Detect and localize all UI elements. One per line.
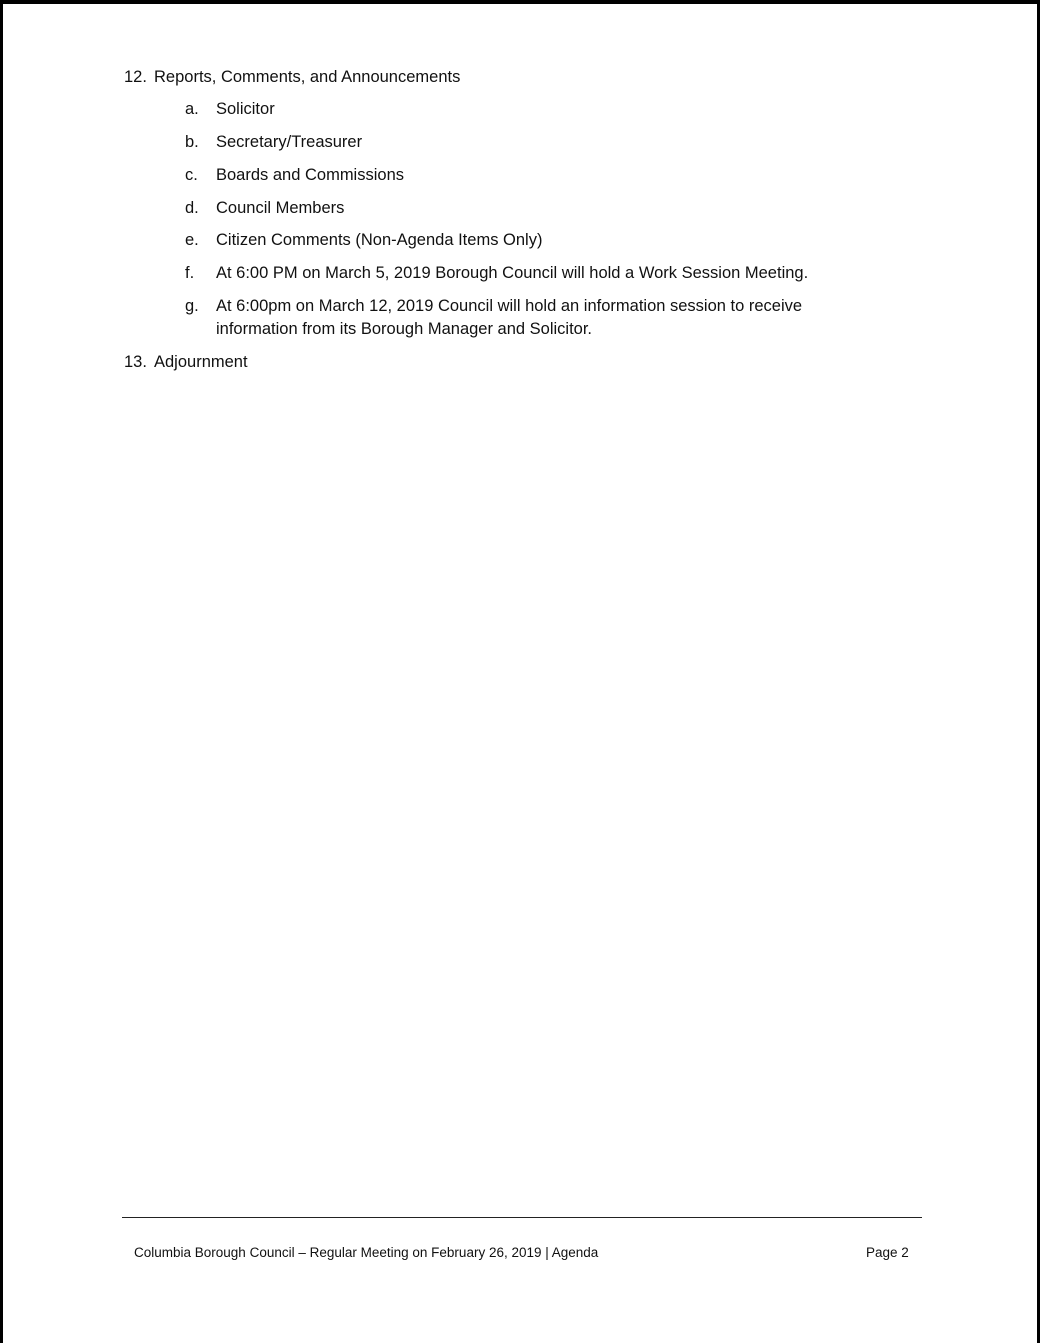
subitem-letter: c.	[185, 166, 198, 184]
subitem-text: At 6:00pm on March 12, 2019 Council will hold an information session to receive information from its Borough Manager and Solicitor.	[216, 297, 803, 338]
subitem-letter: e.	[185, 231, 199, 249]
footer-document-title: Columbia Borough Council – Regular Meeting on February 26, 2019 | Agenda	[134, 1245, 599, 1260]
subitem-letter: g.	[185, 297, 199, 315]
subitem-text: Boards and Commissions	[216, 166, 404, 184]
agenda-subitem-a	[185, 98, 856, 121]
agenda-item-title: Adjournment	[154, 353, 248, 371]
subitem-letter: f.	[185, 264, 195, 282]
subitem-text: Secretary/Treasurer	[216, 133, 363, 151]
agenda-subitem-g	[185, 295, 836, 341]
agenda-item-number: 13.	[124, 353, 147, 371]
subitem-letter: d.	[185, 199, 199, 217]
subitem-letter: a.	[185, 100, 199, 118]
agenda-subitem-b	[185, 131, 856, 154]
subitem-text: Citizen Comments (Non-Agenda Items Only)	[216, 231, 543, 249]
footer-page-number: Page 2	[866, 1245, 909, 1260]
agenda-subitem-f	[185, 262, 856, 285]
agenda-subitem-c	[185, 164, 856, 187]
agenda-item-12	[124, 66, 460, 88]
subitem-text: At 6:00 PM on March 5, 2019 Borough Council will hold a Work Session Meeting.	[216, 264, 809, 282]
agenda-item-13	[124, 351, 248, 373]
agenda-subitem-d	[185, 197, 856, 220]
subitem-text: Solicitor	[216, 100, 275, 118]
subitem-text: Council Members	[216, 199, 345, 217]
agenda-item-number: 12.	[124, 68, 147, 86]
agenda-item-title: Reports, Comments, and Announcements	[154, 68, 461, 86]
subitem-letter: b.	[185, 133, 199, 151]
footer-divider	[122, 1217, 922, 1218]
agenda-subitem-e	[185, 229, 856, 252]
